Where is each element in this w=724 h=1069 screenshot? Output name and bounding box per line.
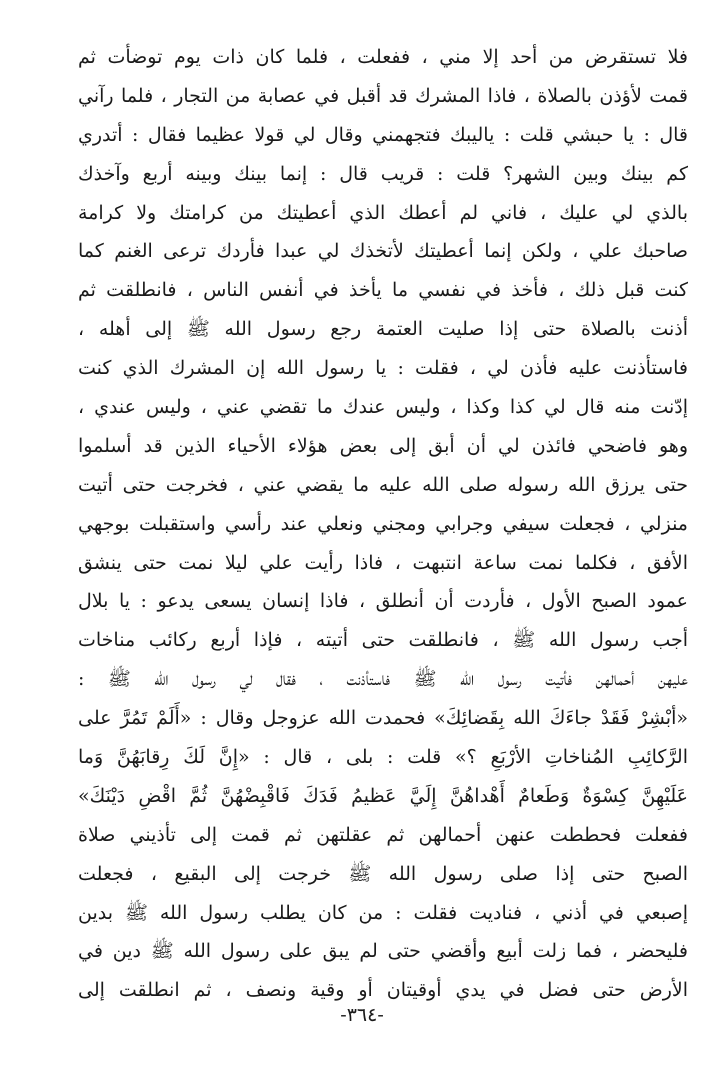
text-line: فليحضر ، فما زلت أبيع وأقضي حتى لم يبق على رسول الله ﷺ دين في [78,940,688,963]
page-number: -٣٦٤- [340,1004,384,1026]
text-line: وهو فاضحي فائذن لي أن أبق إلى بعض هؤلاء الأحياء الذين قد أسلموا [78,434,688,457]
text-line: عمود الصبح الأول ، فأردت أن أنطلق ، فاذا إنسان يسعى يدعو : يا بلال [78,590,688,613]
body-text [78,38,688,1010]
text-line: صاحبك علي ، ولكن إنما أعطيتك لأتخذك لي عبدا فأردك ترعى الغنم كما [78,240,688,263]
text-line: إدّنت منه قال لي كذا وكذا ، وليس عندك ما تقضي عني ، وليس عندي ، [78,396,688,419]
text-line: الصبح حتى إذا صلى رسول الله ﷺ خرجت إلى البقيع ، فجعلت [78,862,688,885]
text-line: عليهن أحمالهن فأتيت رسول الله ﷺ فاستأذنت ، فقال لي رسول الله ﷺ : [78,668,688,691]
text-line: ففعلت فحططت عنهن أحمالهن ثم عقلتهن ثم قمت إلى تأذيني صلاة [78,823,688,846]
text-line: منزلي ، فجعلت سيفي وجرابي ومجني ونعلي عند رأسي واستقبلت بوجهي [78,512,688,535]
text-line: قمت لأؤذن بالصلاة ، فاذا المشرك قد أقبل في عصابة من التجار ، فلما رآني [78,84,688,107]
text-line: كم بينك وبين الشهر؟ قلت : قريب قال : إنما بينك وبينه أربع وآخذك [78,162,688,185]
text-line: الأرض حتى فضل في يدي أوقيتان أو وقية ونصف ، ثم انطلقت إلى [78,979,688,1002]
text-line: بالذي لي عليك ، فاني لم أعطك الذي أعطيتك من كرامتك ولا كرامة [78,201,688,224]
text-line: كنت قبل ذلك ، فأخذ في نفسي ما يأخذ في أنفس الناس ، فانطلقت ثم [78,279,688,302]
text-line: فاستأذنت عليه فأذن لي ، فقلت : يا رسول الله إن المشرك الذي كنت [78,357,688,380]
text-line: فلا تستقرض من أحد إلا مني ، ففعلت ، فلما كان ذات يوم توضأت ثم [78,46,688,68]
text-line: الأفق ، فكلما نمت ساعة انتبهت ، فاذا رأيت علي ليلا نمت حتى ينشق [78,551,688,574]
text-line: «أبْشِرْ فَقَدْ جاءَكَ الله بِقَضائِكَ» فحمدت الله عزوجل وقال : «أَلَمْ تَمُرَّ على [78,707,688,730]
text-line: إصبعي في أذني ، فناديت فقلت : من كان يطلب رسول الله ﷺ بدين [78,901,688,924]
text-line: عَلَيْهِنَّ كِسْوَةٌ وَطَعامٌ أَهْداهُنَّ إِلَيَّ عَظيمُ فَدَكَ فَاقْبِضْهُنَّ ثُمَّ اقْضِ دَيْنَكَ» [78,784,688,807]
text-line: أجب رسول الله ﷺ ، فانطلقت حتى أتيته ، فإذا أربع ركائب مناخات [78,629,688,652]
text-line: أذنت بالصلاة حتى إذا صليت العتمة رجع رسول الله ﷺ إلى أهله ، [78,318,688,341]
text-line: الرَّكائِبِ المُناخاتِ الأرْبَعِ ؟» قلت : بلى ، قال : «إِنَّ لَكَ رِقابَهُنَّ وَما [78,746,688,769]
text-line: قال : يا حبشي قلت : ياليبك فتجهمني وقال لي قولا عظيما فقال : أتدري [78,123,688,146]
text-line: حتى يرزق الله رسوله صلى الله عليه ما يقضي عني ، فخرجت حتى أتيت [78,473,688,496]
